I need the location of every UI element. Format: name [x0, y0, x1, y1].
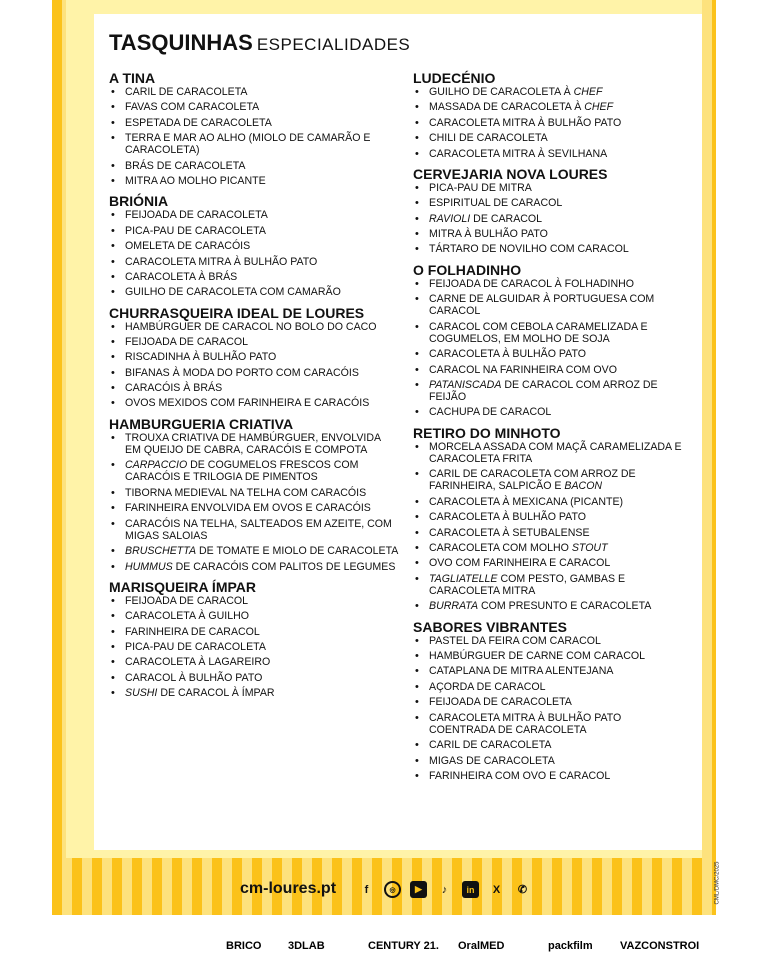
restaurant-section — [413, 617, 683, 783]
sponsor-logo: 3DLAB — [288, 940, 325, 952]
sponsor-logo: VAZCONSTROI — [620, 940, 700, 952]
poster-frame — [66, 0, 702, 858]
dish-item: • BURRATA COM PRESUNTO E CARACOLETA — [413, 600, 683, 612]
dish-item: • ESPIRITUAL DE CARACOL — [413, 197, 683, 209]
whatsapp-icon[interactable]: ✆ — [517, 884, 528, 896]
x-icon[interactable]: X — [492, 883, 501, 896]
dish-item: • TERRA E MAR AO ALHO (MIOLO DE CAMARÃO E CARACOLETA) — [109, 132, 399, 156]
restaurant-name: CERVEJARIA NOVA LOURES — [413, 165, 608, 182]
dish-item: • CHILI DE CARACOLETA — [413, 132, 683, 144]
restaurant-section — [109, 68, 399, 187]
dish-item: • CARACOLETA MITRA À BULHÃO PATO COENTRADA DE CARACOLETA — [413, 712, 683, 736]
dish-list — [413, 635, 683, 783]
sponsor-logo: BRICO — [226, 940, 262, 952]
dish-item: • FARINHEIRA COM OVO E CARACOL — [413, 770, 683, 782]
dish-item: • RISCADINHA À BULHÃO PATO — [109, 351, 399, 363]
dish-item: • BRUSCHETTA DE TOMATE E MIOLO DE CARACOLETA — [109, 545, 399, 557]
restaurant-section — [109, 577, 399, 700]
dish-item: • MASSADA DE CARACOLETA À CHEF — [413, 101, 683, 113]
dish-item: • TAGLIATELLE COM PESTO, GAMBAS E CARACOLETA MITRA — [413, 573, 683, 597]
dish-item: • CARACOLETA À BRÁS — [109, 271, 399, 283]
title-bold: TASQUINHAS — [109, 30, 253, 55]
dish-item: • FEIJOADA DE CARACOL — [109, 336, 399, 348]
restaurant-name: A TINA — [109, 70, 156, 86]
dish-list — [413, 86, 683, 160]
dish-item: • OMELETA DE CARACÓIS — [109, 240, 399, 252]
dish-item: • GUILHO DE CARACOLETA COM CAMARÃO — [109, 286, 399, 298]
restaurant-section — [109, 303, 399, 410]
dish-list — [413, 278, 683, 419]
dish-item: • CARACOLETA À LAGAREIRO — [109, 656, 399, 668]
dish-list — [109, 209, 399, 298]
dish-item: • PASTEL DA FEIRA COM CARACOL — [413, 635, 683, 647]
dish-item: • TÁRTARO DE NOVILHO COM CARACOL — [413, 243, 683, 255]
restaurant-name: LUDECÉNIO — [413, 70, 496, 86]
sponsor-logo: CENTURY 21. — [368, 940, 439, 952]
dish-list — [413, 441, 683, 613]
dish-item: • PICA-PAU DE CARACOLETA — [109, 225, 399, 237]
restaurant-section — [109, 414, 399, 573]
dish-list — [109, 321, 399, 410]
restaurant-name: O FOLHADINHO — [413, 261, 522, 278]
dish-item: • FAVAS COM CARACOLETA — [109, 101, 399, 113]
dish-item: • PATANISCADA DE CARACOL COM ARROZ DE FEIJÃO — [413, 379, 683, 403]
dish-item: • FEIJOADA DE CARACOLETA — [413, 696, 683, 708]
dish-list — [413, 182, 683, 256]
dish-item: • CARACOLETA MITRA À SEVILHANA — [413, 148, 683, 160]
dish-item: • CARACOLETA À SETUBALENSE — [413, 527, 683, 539]
restaurant-section — [413, 164, 683, 256]
dish-item: • CARACOL COM CEBOLA CARAMELIZADA E COGUMELOS, EM MOLHO DE SOJA — [413, 321, 683, 345]
restaurant-name: BRIÓNIA — [109, 193, 169, 210]
dish-item: • CARACOLETA MITRA À BULHÃO PATO — [109, 256, 399, 268]
dish-item: • FARINHEIRA DE CARACOL — [109, 626, 399, 638]
dish-list — [109, 595, 399, 700]
dish-item: • CATAPLANA DE MITRA ALENTEJANA — [413, 665, 683, 677]
linkedin-icon[interactable]: in — [462, 881, 479, 898]
dish-item: • BRÁS DE CARACOLETA — [109, 160, 399, 172]
restaurant-section — [413, 68, 683, 160]
dish-item: • CARACÓIS À BRÁS — [109, 382, 399, 394]
dish-item: • OVO COM FARINHEIRA E CARACOL — [413, 557, 683, 569]
dish-item: • SUSHI DE CARACOL À ÍMPAR — [109, 687, 399, 699]
dish-item: • CARPACCIO DE COGUMELOS FRESCOS COM CARACÓIS E TRILOGIA DE PIMENTOS — [109, 459, 399, 483]
dish-item: • CARIL DE CARACOLETA COM ARROZ DE FARINHEIRA, SALPICÃO E BACON — [413, 468, 683, 492]
page-title — [109, 30, 410, 56]
youtube-icon[interactable]: ▶ — [410, 881, 427, 898]
sponsor-logo: packfilm — [548, 940, 593, 952]
dish-item: • TIBORNA MEDIEVAL NA TELHA COM CARACÓIS — [109, 487, 399, 499]
dish-item: • MITRA À BULHÃO PATO — [413, 228, 683, 240]
dish-item: • CARACOLETA À MEXICANA (PICANTE) — [413, 496, 683, 508]
sponsor-logo: OralMED — [458, 940, 505, 952]
restaurant-section — [413, 260, 683, 419]
footer — [52, 872, 716, 908]
dish-item: • FEIJOADA DE CARACOLETA — [109, 209, 399, 221]
dish-item: • BIFANAS À MODA DO PORTO COM CARACÓIS — [109, 367, 399, 379]
dish-item: • PICA-PAU DE CARACOLETA — [109, 641, 399, 653]
dish-item: • HUMMUS DE CARACÓIS COM PALITOS DE LEGUMES — [109, 561, 399, 573]
dish-item: • FEIJOADA DE CARACOL — [109, 595, 399, 607]
dish-item: • ESPETADA DE CARACOLETA — [109, 117, 399, 129]
restaurant-name: SABORES VIBRANTES — [413, 618, 568, 635]
website-link[interactable]: cm-loures.pt — [240, 880, 337, 897]
dish-item: • CARACÓIS NA TELHA, SALTEADOS EM AZEITE, COM MIGAS SALOIAS — [109, 518, 399, 542]
dish-list — [109, 86, 399, 187]
dish-item: • FEIJOADA DE CARACOL À FOLHADINHO — [413, 278, 683, 290]
dish-item: • CARACOLETA À GUILHO — [109, 610, 399, 622]
dish-item: • CARACOL NA FARINHEIRA COM OVO — [413, 364, 683, 376]
restaurant-section — [413, 423, 683, 613]
dish-item: • MORCELA ASSADA COM MAÇÃ CARAMELIZADA E CARACOLETA FRITA — [413, 441, 683, 465]
right-column — [413, 68, 683, 786]
restaurant-name: RETIRO DO MINHOTO — [413, 424, 561, 441]
dish-item: • MIGAS DE CARACOLETA — [413, 755, 683, 767]
dish-item: • OVOS MEXIDOS COM FARINHEIRA E CARACÓIS — [109, 397, 399, 409]
dish-list — [109, 432, 399, 573]
restaurant-section — [109, 191, 399, 298]
restaurant-name: MARISQUEIRA ÍMPAR — [109, 578, 256, 595]
dish-item: • TROUXA CRIATIVA DE HAMBÚRGUER, ENVOLVIDA EM QUEIJO DE CABRA, CARACÓIS E COMPOTA — [109, 432, 399, 456]
dish-item: • AÇORDA DE CARACOL — [413, 681, 683, 693]
social-icons — [358, 881, 531, 898]
credit-text: CML/DMC/2025 — [714, 861, 721, 905]
credit — [714, 858, 728, 914]
poster-background — [52, 0, 716, 915]
dish-item: • FARINHEIRA ENVOLVIDA EM OVOS E CARACÓIS — [109, 502, 399, 514]
dish-item: • CARACOLETA COM MOLHO STOUT — [413, 542, 683, 554]
dish-item: • HAMBÚRGUER DE CARACOL NO BOLO DO CACO — [109, 321, 399, 333]
dish-item: • CACHUPA DE CARACOL — [413, 406, 683, 418]
dish-item: • CARACOLETA À BULHÃO PATO — [413, 511, 683, 523]
dish-item: • CARACOLETA À BULHÃO PATO — [413, 348, 683, 360]
tiktok-icon[interactable]: ♪ — [441, 883, 448, 896]
dish-item: • CARACOL À BULHÃO PATO — [109, 672, 399, 684]
title-subtitle: ESPECIALIDADES — [256, 35, 411, 54]
restaurant-name: HAMBURGUERIA CRIATIVA — [109, 415, 294, 432]
facebook-icon[interactable]: f — [364, 883, 369, 896]
dish-item: • RAVIOLI DE CARACOL — [413, 213, 683, 225]
restaurant-name: CHURRASQUEIRA IDEAL DE LOURES — [109, 304, 365, 321]
left-column — [109, 68, 399, 703]
dish-item: • PICA-PAU DE MITRA — [413, 182, 683, 194]
dish-item: • HAMBÚRGUER DE CARNE COM CARACOL — [413, 650, 683, 662]
dish-item: • CARIL DE CARACOLETA — [109, 86, 399, 98]
instagram-icon[interactable]: ◎ — [384, 881, 401, 898]
sponsor-logos — [0, 936, 768, 960]
menu-card — [94, 14, 702, 850]
dish-item: • GUILHO DE CARACOLETA À CHEF — [413, 86, 683, 98]
dish-item: • CARNE DE ALGUIDAR À PORTUGUESA COM CARACOL — [413, 293, 683, 317]
dish-item: • CARACOLETA MITRA À BULHÃO PATO — [413, 117, 683, 129]
dish-item: • CARIL DE CARACOLETA — [413, 739, 683, 751]
dish-item: • MITRA AO MOLHO PICANTE — [109, 175, 399, 187]
